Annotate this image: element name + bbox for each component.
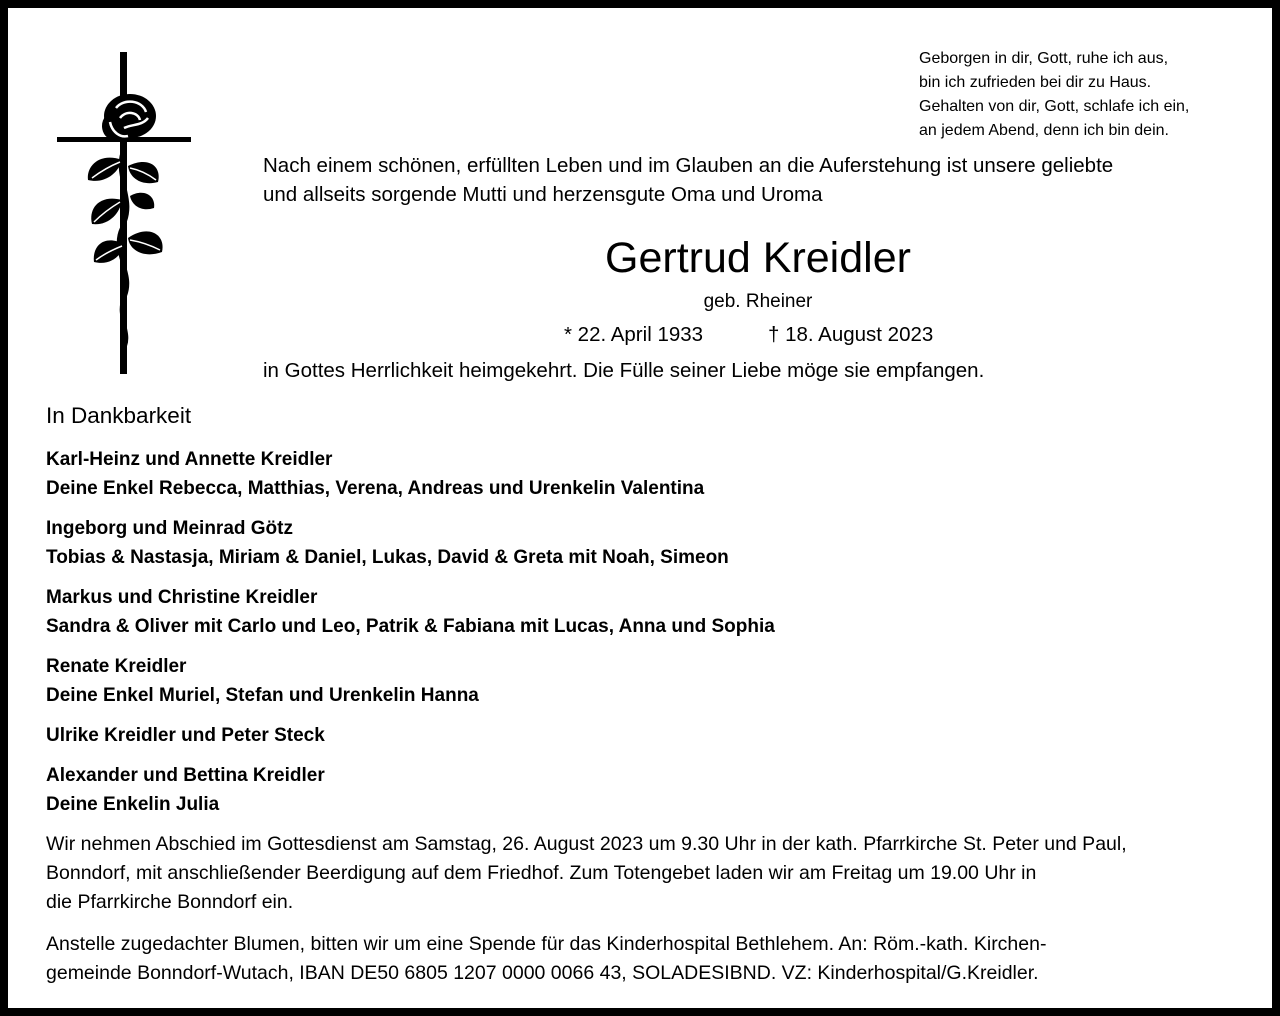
donation-info <box>46 930 1256 988</box>
poem-line: an jedem Abend, denn ich bin dein. <box>919 122 1169 139</box>
family-group <box>46 761 1256 819</box>
donation-line: Anstelle zugedachter Blumen, bitten wir um eine Spende für das Kinderhospital Bethlehem. An: Röm.-kath. Kirchen- <box>46 933 1047 955</box>
deceased-name-text: Gertrud Kreidler <box>605 234 911 282</box>
poem-line: Geborgen in dir, Gott, ruhe ich aus, <box>919 50 1169 67</box>
family-group <box>46 514 1256 572</box>
family-line: Karl-Heinz und Annette Kreidler <box>46 449 333 470</box>
family-line: Renate Kreidler <box>46 656 187 677</box>
family-line: Markus und Christine Kreidler <box>46 587 318 608</box>
death-date: † 18. August 2023 <box>768 323 934 346</box>
family-line: Tobias & Nastasja, Miriam & Daniel, Lukas, David & Greta mit Noah, Simeon <box>46 547 729 568</box>
birth-name: geb. Rheiner <box>703 291 813 312</box>
funeral-line: die Pfarrkirche Bonndorf ein. <box>46 891 294 913</box>
poem-line: bin ich zufrieden bei dir zu Haus. <box>919 74 1152 91</box>
family-list <box>46 445 1256 830</box>
poem-line: Gehalten von dir, Gott, schlafe ich ein, <box>919 98 1190 115</box>
family-group <box>46 652 1256 710</box>
funeral-info <box>46 830 1256 917</box>
funeral-line: Bonndorf, mit anschließender Beerdigung auf dem Friedhof. Zum Totengebet laden wir am Freitag um 19.00 Uhr in <box>46 862 1037 884</box>
intro-line: Nach einem schönen, erfüllten Leben und im Glauben an die Auferstehung ist unsere geliebte <box>263 154 1114 177</box>
intro-text <box>263 151 1263 209</box>
family-line: Deine Enkel Rebecca, Matthias, Verena, Andreas und Urenkelin Valentina <box>46 478 705 499</box>
poem <box>919 47 1259 143</box>
cross-with-rose-icon <box>52 48 196 378</box>
intro-line: und allseits sorgende Mutti und herzensgute Oma und Uroma <box>263 183 823 206</box>
family-group <box>46 445 1256 503</box>
family-line: Deine Enkel Muriel, Stefan und Urenkelin Hanna <box>46 685 479 706</box>
donation-line: gemeinde Bonndorf-Wutach, IBAN DE50 6805 1207 0000 0066 43, SOLADESIBND. VZ: Kinderhospital/G.Kreidler. <box>46 962 1039 984</box>
family-group <box>46 583 1256 641</box>
family-line: Alexander und Bettina Kreidler <box>46 765 325 786</box>
funeral-line: Wir nehmen Abschied im Gottesdienst am Samstag, 26. August 2023 um 9.30 Uhr in der kath. Pfarrkirche St. Peter und Paul, <box>46 833 1127 855</box>
family-line: Sandra & Oliver mit Carlo und Leo, Patrik & Fabiana mit Lucas, Anna und Sophia <box>46 616 775 637</box>
gratitude-heading: In Dankbarkeit <box>46 403 192 428</box>
birth-date: * 22. April 1933 <box>564 323 704 346</box>
family-line: Deine Enkelin Julia <box>46 794 220 815</box>
deceased-name <box>258 228 1258 288</box>
family-line: Ulrike Kreidler und Peter Steck <box>46 725 325 746</box>
family-line: Ingeborg und Meinrad Götz <box>46 518 293 539</box>
heaven-line: in Gottes Herrlichkeit heimgekehrt. Die Fülle seiner Liebe möge sie empfangen. <box>263 359 985 382</box>
family-group <box>46 721 1256 750</box>
